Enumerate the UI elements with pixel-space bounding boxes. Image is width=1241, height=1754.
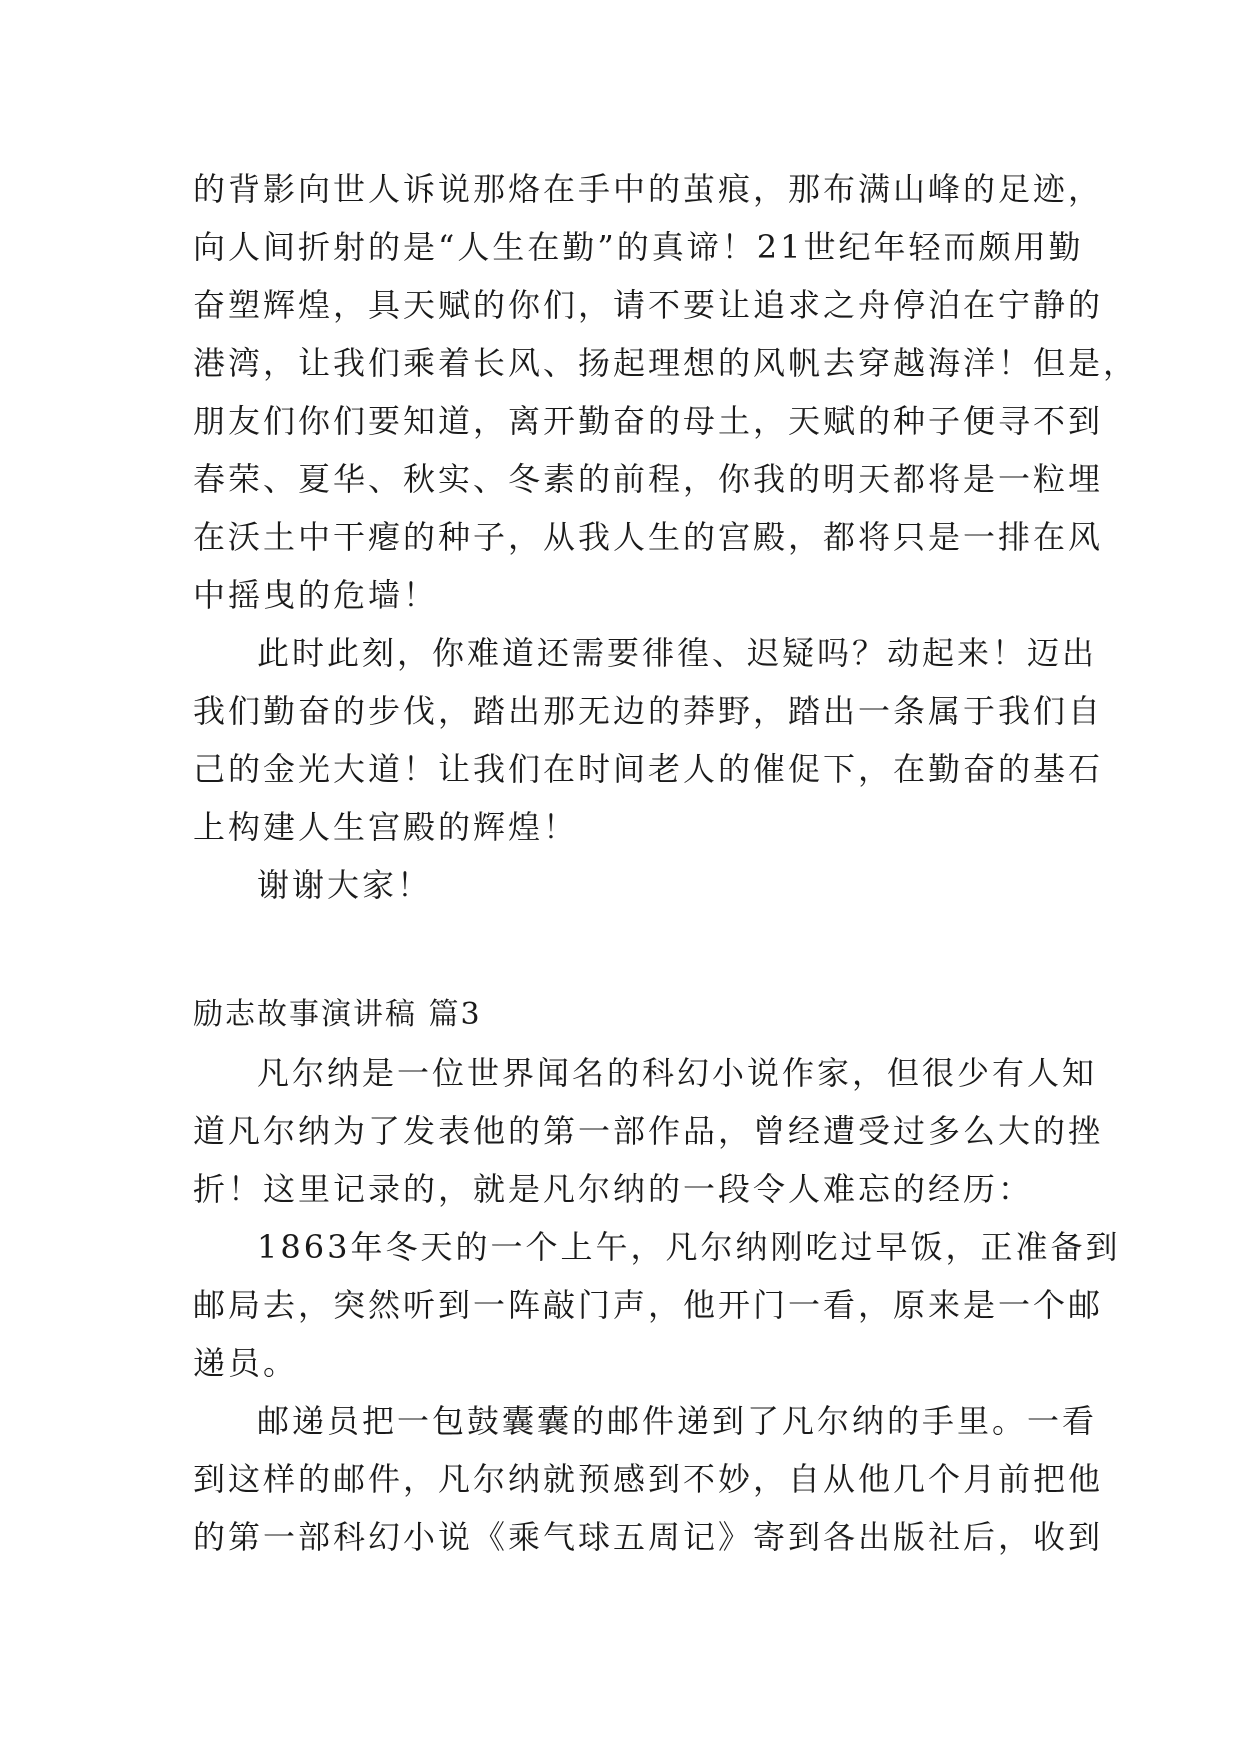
text-line: 凡尔纳是一位世界闻名的科幻小说作家，但很少有人知 <box>257 1054 1098 1092</box>
paragraph <box>193 160 1139 624</box>
text-line: 递员。 <box>193 1344 299 1382</box>
paragraph <box>193 1044 1104 1218</box>
text-line: 己的金光大道！让我们在时间老人的催促下，在勤奋的基石 <box>193 750 1104 788</box>
text-line: 奋塑辉煌，具天赋的你们，请不要让追求之舟停泊在宁静的 <box>193 286 1104 324</box>
text-line: 邮递员把一包鼓囊囊的邮件递到了凡尔纳的手里。一看 <box>257 1402 1098 1440</box>
text-line: 向人间折射的是“人生在勤”的真谛！21世纪年轻而颇用勤 <box>193 228 1084 266</box>
text-line: 到这样的邮件，凡尔纳就预感到不妙，自从他几个月前把他 <box>193 1460 1104 1498</box>
text-line: 的第一部科幻小说《乘气球五周记》寄到各出版社后，收到 <box>193 1518 1104 1556</box>
text-line: 朋友们你们要知道，离开勤奋的母土，天赋的种子便寻不到 <box>193 402 1104 440</box>
section-3-text <box>193 1044 1121 1566</box>
text-line: 中摇曳的危墙！ <box>193 576 439 614</box>
text-line: 邮局去，突然听到一阵敲门声，他开门一看，原来是一个邮 <box>193 1286 1104 1324</box>
text-line: 谢谢大家！ <box>257 866 433 904</box>
text-line: 我们勤奋的步伐，踏出那无边的莽野，踏出一条属于我们自 <box>193 692 1104 730</box>
text-line: 在沃土中干瘪的种子，从我人生的宫殿，都将只是一排在风 <box>193 518 1104 556</box>
paragraph <box>193 1392 1104 1566</box>
text-line: 春荣、夏华、秋实、冬素的前程，你我的明天都将是一粒埋 <box>193 460 1104 498</box>
section-previous-text <box>193 160 1139 914</box>
text-line: 上构建人生宫殿的辉煌！ <box>193 808 579 846</box>
text-line: 此时此刻，你难道还需要徘徨、迟疑吗？动起来！迈出 <box>257 634 1098 672</box>
paragraph <box>193 1218 1121 1392</box>
text-line: 道凡尔纳为了发表他的第一部作品，曾经遭受过多么大的挫 <box>193 1112 1104 1150</box>
paragraph <box>193 856 1063 914</box>
text-line: 的背影向世人诉说那烙在手中的茧痕，那布满山峰的足迹， <box>193 170 1104 208</box>
text-line: 1863年冬天的一个上午，凡尔纳刚吃过早饭，正准备到 <box>257 1228 1121 1266</box>
text-line: 港湾，让我们乘着长风、扬起理想的风帆去穿越海洋！但是， <box>193 344 1139 382</box>
text-line: 折！这里记录的，就是凡尔纳的一段令人难忘的经历： <box>193 1170 1034 1208</box>
section-gap <box>193 914 1063 986</box>
section-title: 励志故事演讲稿 篇3 <box>193 997 482 1032</box>
document-body <box>193 160 1139 1566</box>
paragraph <box>193 624 1104 856</box>
